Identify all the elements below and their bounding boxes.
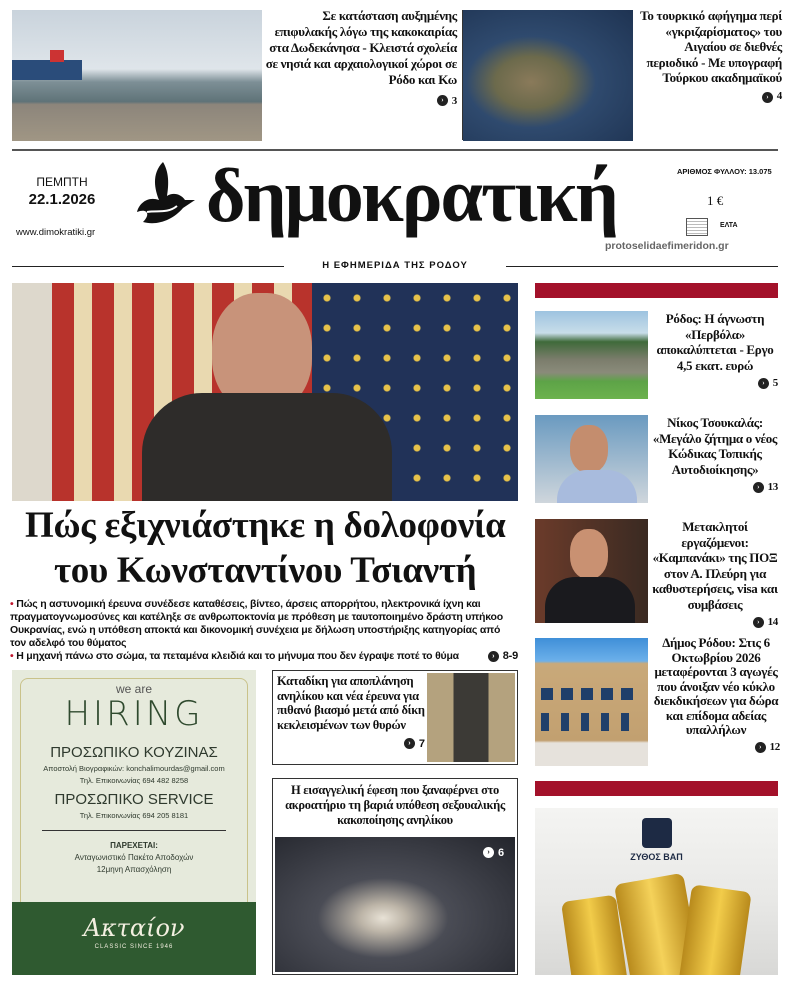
side-story-4-image[interactable] — [535, 638, 648, 766]
newspaper-title-logo[interactable]: δημοκρατική — [206, 154, 617, 238]
ad-offer-2: 12μηνη Απασχόληση — [96, 865, 172, 874]
mid-story-1[interactable] — [272, 670, 518, 765]
hiring-ad[interactable] — [12, 670, 256, 975]
top-story-1[interactable] — [265, 8, 457, 109]
mid-story-2[interactable] — [272, 778, 518, 975]
lead-headline-line-2[interactable]: του Κωνσταντίνου Τσιαντή — [54, 550, 477, 591]
arrow-icon: › — [488, 651, 499, 662]
arrow-icon: › — [762, 92, 773, 103]
top-story-2-headline[interactable]: Το τουρκικό αφήγημα περί «γκριζαρίσματος» του Αιγαίου σε διεθνές περιοδικό - Με υπογραφή Τούρκου ακαδημαϊκού — [640, 8, 782, 85]
mid-story-1-image[interactable] — [427, 673, 515, 762]
page-ref: › 13 — [753, 480, 778, 496]
page-ref: › 8-9 — [488, 650, 518, 663]
side-story-3-headline[interactable]: Μετακλητοί εργαζόμενοι: «Καμπανάκι» της ΠΟΞ στον Α. Πλεύρη για καθυστερήσεις, visa και συμβάσεις — [652, 519, 778, 612]
arrow-icon: › — [404, 738, 415, 749]
date-label: 22.1.2026 — [28, 191, 96, 208]
source-watermark: protoselidaefimeridon.gr — [605, 240, 729, 252]
side-story-4[interactable] — [652, 636, 780, 754]
ad-phone-1: Τηλ. Επικοινωνίας 694 482 8258 — [79, 776, 189, 785]
ad-offers-title: ΠΑΡΕΧΕΤΑΙ: — [110, 841, 158, 850]
ad-brand-band — [12, 902, 256, 975]
side-story-1-image[interactable] — [535, 311, 648, 399]
beer-brand-emblem-icon — [642, 818, 672, 848]
top-story-1-headline[interactable]: Σε κατάσταση αυξημένης επιφυλακής λόγω της κακοκαιρίας στα Δωδεκάνησα - Κλειστά σχολεία σε νησιά και αρχαιολογικοί χώροι σε Ρόδο και Κω — [265, 8, 457, 87]
dove-logo-icon — [133, 160, 198, 232]
side-story-1-headline[interactable]: Ρόδος: Η άγνωστη «Περβόλα» αποκαλύπτεται - Εργο 4,5 εκατ. ευρώ — [656, 311, 774, 373]
arrow-icon: › — [758, 378, 769, 389]
top-story-2-image[interactable] — [463, 10, 633, 141]
beer-ad[interactable] — [535, 808, 778, 975]
side-story-3-image[interactable] — [535, 519, 648, 623]
lead-photo[interactable] — [12, 283, 518, 501]
ad-phone-2: Τηλ. Επικοινωνίας 694 205 8181 — [79, 811, 189, 820]
lead-bullets — [10, 598, 518, 663]
lead-bullet-2: • Η μηχανή πάνω στο σώμα, τα πεταμένα κλειδιά και το μήνυμα που δεν έγραψε ποτέ το θύμα › 8-9 — [10, 650, 518, 662]
tagline: Η ΕΦΗΜΕΡΙΔΑ ΤΗΣ ΡΟΔΟΥ — [322, 260, 468, 271]
ad-hiring: HIRING — [64, 694, 204, 734]
beer-brand-name: ΖΥΘΟΣ ΒΑΠ — [630, 852, 683, 862]
side-story-2-headline[interactable]: Νίκος Τσουκαλάς: «Μεγάλο ζήτημα ο νέος Κώδικας Τοπικής Αυτοδιοίκησης» — [652, 415, 778, 477]
website-link[interactable]: www.dimokratiki.gr — [16, 227, 96, 238]
tagline-rule-right — [506, 266, 778, 267]
side-story-2[interactable] — [652, 415, 778, 495]
ad-service-staff: ΠΡΟΣΩΠΙΚΟ SERVICE — [54, 791, 214, 808]
side-story-1[interactable] — [652, 311, 778, 391]
side-story-4-headline[interactable]: Δήμος Ρόδου: Στις 6 Οκτωβρίου 2026 μεταφέρονται 3 αγωγές που άνοιξαν νέο κύκλο διεκδικήσεων για δώρα και επίδομα αδείας υπαλλήλων — [653, 635, 779, 737]
mid-story-2-headline[interactable]: Η εισαγγελική έφεση που ξαναφέρνει στο ακροατήριο τη βαριά υπόθεση σεξουαλικής κακοποίησης ανηλίκου — [285, 783, 505, 827]
day-label: ΠΕΜΠΤΗ — [36, 175, 88, 189]
arrow-icon: › — [753, 482, 764, 493]
elta-logo: ΕΛΤΑ — [720, 222, 738, 229]
mid-story-1-headline[interactable]: Καταδίκη για αποπλάνηση ανηλίκου και νέα έρευνα για πιθανό βιασμό μετά από δίκη κεκλεισμένων των θυρών — [277, 674, 425, 732]
lead-bullet-1: • Πώς η αστυνομική έρευνα συνέδεσε καταθέσεις, βίντεο, άρσεις απορρήτου, ηλεκτρονικά ίχνη και πραγματογνωμοσύνες και κατέληξε σε ανθρωποκτονία με πρόθεση με ταυτοποιημένο δράστη υπήκοο Ουκρανίας, ενώ η υπόθεση αποκτά και δικονομική συνέχεια με δήλωση υποστήριξης κατηγορίας από τον αδελφό του θύματος — [10, 598, 503, 649]
page-ref: › 12 — [755, 740, 780, 755]
tagline-rule-left — [12, 266, 284, 267]
price: 1 € — [707, 193, 724, 208]
page-ref: › 5 — [758, 376, 778, 392]
issue-number: ΑΡΙΘΜΟΣ ΦΥΛΛΟΥ: 13.075 — [677, 167, 772, 176]
page-ref: › 3 — [437, 93, 457, 109]
page-ref: › 7 — [404, 738, 425, 750]
top-story-1-image[interactable] — [12, 10, 262, 141]
page-ref: › 6 — [483, 847, 504, 859]
ad-brand-logo: Ακταίον — [83, 914, 185, 942]
arrow-icon: › — [483, 847, 494, 858]
mid-story-2-image[interactable] — [275, 837, 515, 972]
page-ref: › 14 — [753, 615, 778, 631]
postal-stamp-icon — [686, 218, 708, 236]
side-story-3[interactable] — [652, 519, 778, 630]
arrow-icon: › — [753, 617, 764, 628]
side-story-2-image[interactable] — [535, 415, 648, 503]
lead-headline[interactable] — [12, 503, 518, 595]
page-ref: › 4 — [762, 89, 782, 105]
ad-cv-email: Αποστολή Βιογραφικών: konchalimourdas@gmail.com — [43, 764, 225, 773]
ad-kitchen-staff: ΠΡΟΣΩΠΙΚΟ ΚΟΥΖΙΝΑΣ — [50, 744, 218, 761]
arrow-icon: › — [755, 742, 766, 753]
lead-headline-line-1[interactable]: Πώς εξιχνιάστηκε η δολοφονία — [25, 505, 506, 546]
arrow-icon: › — [437, 95, 448, 106]
accent-bar-bottom — [535, 781, 778, 796]
top-story-2[interactable] — [636, 8, 782, 105]
ad-we-are: we are — [115, 682, 153, 696]
accent-bar-top — [535, 283, 778, 298]
ad-brand-sub: CLASSIC SINCE 1946 — [94, 944, 174, 950]
masthead-top-rule — [12, 149, 778, 151]
ad-offer-1: Ανταγωνιστικό Πακέτο Αποδοχών — [74, 853, 194, 862]
date-block — [12, 175, 112, 208]
